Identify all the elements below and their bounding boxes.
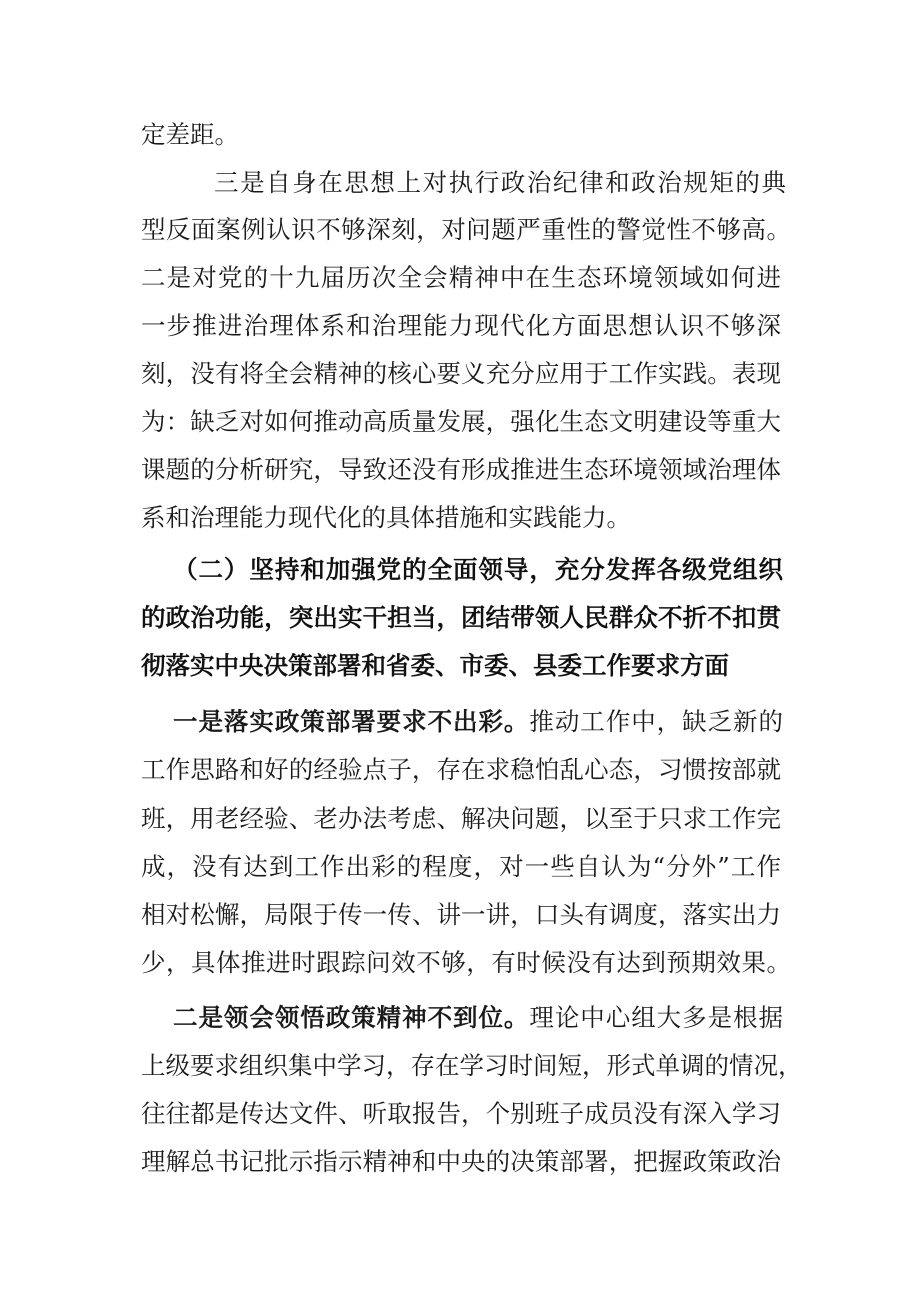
- section-heading-line: [173, 548, 783, 592]
- text-segment: 定差距。: [141, 120, 239, 149]
- text-segment: 三是自身在思想上对执行政治纪律和政治规矩的典: [214, 168, 786, 197]
- section-heading-line: [141, 644, 781, 688]
- text-segment: 相对松懈，局限于传一传、讲一讲，口头有调度，落实出力: [141, 900, 781, 929]
- text-line: [214, 161, 786, 205]
- text-segment: 系和治理能力现代化的具体措施和实践能力。: [141, 503, 631, 532]
- text-segment: 为：缺乏对如何推动高质量发展，强化生态文明建设等重大: [141, 407, 781, 436]
- text-segment: 推动工作中，缺乏新的: [529, 707, 783, 736]
- text-line: [141, 1092, 781, 1136]
- lead-phrase: 二是领会领悟政策精神不到位。: [173, 1003, 530, 1032]
- text-segment: 课题的分析研究，导致还没有形成推进生态环境领域治理体: [141, 455, 781, 484]
- text-line: [141, 113, 781, 157]
- text-line: [141, 496, 781, 540]
- text-segment: 二是对党的十九届历次全会精神中在生态环境领域如何进: [141, 263, 781, 292]
- text-line: [141, 941, 791, 985]
- text-segment: 少，具体推进时跟踪问效不够，有时候没有达到预期效果。: [141, 948, 791, 977]
- text-line: [141, 448, 781, 492]
- text-segment: 工作思路和好的经验点子，存在求稳怕乱心态，习惯按部就: [141, 755, 781, 784]
- text-line: [141, 1044, 803, 1088]
- text-segment: 往往都是传达文件、听取报告，个别班子成员没有深入学习: [141, 1099, 781, 1128]
- text-line: [141, 845, 781, 889]
- lead-phrase: 一是落实政策部署要求不出彩。: [173, 707, 530, 736]
- text-line: [141, 748, 781, 792]
- text-line: [141, 400, 781, 444]
- heading-segment: 的政治功能，突出实干担当，团结带领人民群众不折不扣贯: [141, 603, 781, 632]
- text-line: [141, 208, 791, 252]
- text-segment: 班，用老经验、老办法考虑、解决问题，以至于只求工作完: [141, 804, 781, 833]
- text-line: [173, 700, 783, 744]
- text-segment: 刻，没有将全会精神的核心要义充分应用于工作实践。表现: [141, 359, 781, 388]
- text-line: [141, 893, 781, 937]
- text-segment: 一步推进治理体系和治理能力现代化方面思想认识不够深: [141, 311, 781, 340]
- text-segment: 成，没有达到工作出彩的程度，对一些自认为“分外”工作: [141, 852, 781, 881]
- text-segment: 上级要求组织集中学习，存在学习时间短，形式单调的情况，: [141, 1051, 803, 1080]
- text-line: [141, 1140, 781, 1184]
- section-heading-line: [141, 596, 781, 640]
- heading-segment: （二）坚持和加强党的全面领导，充分发挥各级党组织: [173, 555, 783, 584]
- text-segment: 理论中心组大多是根据: [529, 1003, 783, 1032]
- text-line: [141, 256, 781, 300]
- text-line: [141, 352, 781, 396]
- text-line: [141, 304, 781, 348]
- text-segment: 型反面案例认识不够深刻，对问题严重性的警觉性不够高。: [141, 215, 791, 244]
- text-line: [173, 996, 783, 1040]
- text-line: [141, 797, 781, 841]
- text-segment: 理解总书记批示指示精神和中央的决策部署，把握政策政治: [141, 1147, 781, 1176]
- heading-segment: 彻落实中央决策部署和省委、市委、县委工作要求方面: [141, 651, 729, 680]
